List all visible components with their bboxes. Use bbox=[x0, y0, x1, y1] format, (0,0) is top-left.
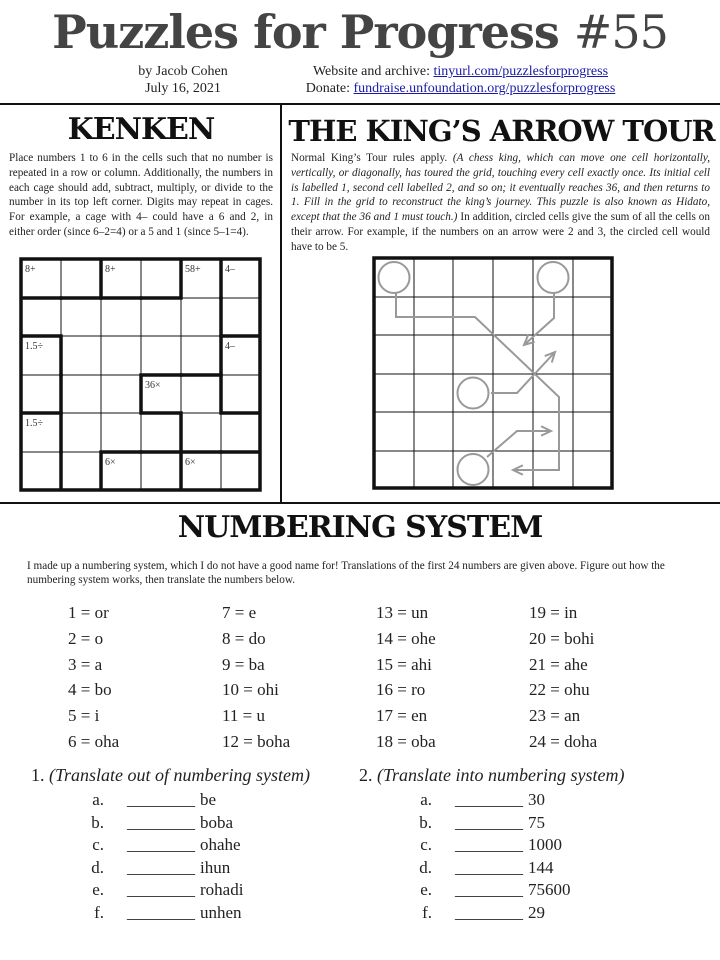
kenken-instructions: Place numbers 1 to 6 in the cells such that no number is repeated in a row or column. Additionally, the numbers in each cage should add, subtract, multiply, or divide to the number in its top left corner. Digits may repeat in cages. For example, a cage with 4– could have a 6 and 2, in either order (since 6–2=4) or a 5 and 1 (since 5–1=4). bbox=[9, 152, 273, 238]
item-letter: b. bbox=[419, 812, 432, 832]
question-2-item-f bbox=[328, 902, 688, 925]
answer-blank[interactable]: ________ bbox=[455, 902, 523, 922]
item-term: 75600 bbox=[528, 880, 571, 899]
website-link[interactable]: tinyurl.com/puzzlesforprogress bbox=[433, 64, 609, 79]
question-2-item-d bbox=[328, 857, 688, 880]
item-letter: f. bbox=[422, 902, 432, 922]
answer-blank[interactable]: ________ bbox=[455, 835, 523, 854]
item-letter: f. bbox=[94, 902, 104, 922]
item-letter: c. bbox=[420, 835, 432, 854]
item-term: rohadi bbox=[200, 880, 244, 899]
numbering-entry: 24 = doha bbox=[529, 731, 598, 751]
answer-blank[interactable]: ________ bbox=[127, 902, 195, 922]
numbering-entry: 9 = ba bbox=[222, 654, 265, 674]
numbering-title: NUMBERING SYSTEM bbox=[177, 510, 543, 545]
item-letter: d. bbox=[91, 857, 104, 877]
numbering-entry: 22 = ohu bbox=[529, 680, 590, 700]
item-term: be bbox=[200, 790, 217, 809]
numbering-column-3 bbox=[376, 600, 436, 755]
answer-blank[interactable]: ________ bbox=[455, 812, 523, 832]
answer-blank[interactable]: ________ bbox=[127, 812, 195, 832]
item-letter: d. bbox=[419, 857, 432, 877]
answer-blank[interactable]: ________ bbox=[127, 790, 195, 809]
arrow-circle bbox=[379, 262, 410, 293]
cage-clue: 4– bbox=[225, 341, 235, 352]
question-2-item-e bbox=[328, 879, 688, 902]
question-1-label: (Translate out of numbering system) bbox=[49, 765, 310, 785]
arrow-line bbox=[491, 352, 555, 393]
item-term: boba bbox=[200, 812, 234, 832]
numbering-entry: 19 = in bbox=[529, 603, 578, 622]
arrow-circle bbox=[458, 454, 489, 485]
website-label: Website and archive: bbox=[312, 64, 434, 79]
author: by Jacob Cohen bbox=[138, 64, 228, 79]
question-1-item-d bbox=[0, 857, 360, 880]
numbering-entry: 4 = bo bbox=[68, 680, 112, 700]
answer-blank[interactable]: ________ bbox=[455, 857, 523, 877]
question-1-item-b bbox=[0, 812, 360, 835]
cage-clue: 36× bbox=[145, 380, 161, 391]
kings-tour-rules: (A chess king, which can move one cell horizontally, vertically, or diagonally, has toured the grid, touching every cell exactly once. Its initial cell is labelled 1, second cell labelled 2, and so on; it eventually reaches 36, and then returns to 1. Fill in the grid to reconstruct the king’s journey. This puzzle is also known as Hidato, except that the 36 and 1 must touch.) bbox=[291, 152, 710, 224]
arrow-circle bbox=[538, 262, 569, 293]
numbering-entry: 20 = bohi bbox=[529, 628, 595, 648]
numbering-entry: 1 = or bbox=[68, 603, 109, 622]
question-1-title bbox=[31, 765, 310, 786]
numbering-entry: 3 = a bbox=[68, 654, 103, 674]
answer-blank[interactable]: ________ bbox=[127, 857, 195, 877]
numbering-column-2 bbox=[222, 600, 290, 755]
numbering-column-4 bbox=[529, 600, 597, 755]
numbering-entry: 18 = oba bbox=[376, 731, 436, 751]
numbering-entry: 11 = u bbox=[222, 706, 265, 726]
question-2-number: 2. bbox=[359, 765, 373, 785]
cage-clue: 4– bbox=[225, 264, 235, 275]
item-term: 144 bbox=[528, 857, 554, 877]
numbering-entry: 5 = i bbox=[68, 706, 100, 726]
question-1-item-e bbox=[0, 879, 360, 902]
title-text: Puzzles for Progress bbox=[52, 5, 559, 59]
kings-tour-intro: Normal King’s Tour rules apply. bbox=[291, 152, 453, 164]
item-letter: a. bbox=[420, 790, 432, 809]
item-letter: a. bbox=[92, 790, 104, 809]
numbering-column-1 bbox=[68, 600, 119, 755]
question-2-list bbox=[328, 789, 688, 924]
numbering-entry: 13 = un bbox=[376, 603, 429, 622]
question-2-item-b bbox=[328, 812, 688, 835]
question-2-item-c bbox=[328, 834, 688, 857]
arrow-line bbox=[524, 292, 554, 345]
cage-clue: 6× bbox=[185, 457, 196, 468]
issue-number: #55 bbox=[573, 5, 668, 59]
answer-blank[interactable]: ________ bbox=[455, 880, 523, 899]
cage-clue: 6× bbox=[105, 457, 116, 468]
cage-clue: 1.5÷ bbox=[25, 341, 43, 352]
question-1-item-c bbox=[0, 834, 360, 857]
question-1-item-a bbox=[0, 789, 360, 812]
answer-blank[interactable]: ________ bbox=[127, 835, 195, 854]
cage-clue: 58+ bbox=[185, 264, 201, 275]
question-2-label: (Translate into numbering system) bbox=[377, 765, 625, 785]
item-term: unhen bbox=[200, 902, 242, 922]
numbering-entry: 2 = o bbox=[68, 628, 104, 648]
question-1-item-f bbox=[0, 902, 360, 925]
item-letter: e. bbox=[420, 880, 432, 899]
kenken-title: KENKEN bbox=[67, 112, 215, 147]
question-1-list bbox=[0, 789, 360, 924]
cage-clue: 8+ bbox=[25, 264, 36, 275]
numbering-entry: 21 = ahe bbox=[529, 654, 588, 674]
arrow-circle bbox=[458, 378, 489, 409]
numbering-entry: 14 = ohe bbox=[376, 628, 436, 648]
arrow-line bbox=[396, 292, 559, 470]
numbering-entry: 10 = ohi bbox=[222, 680, 279, 700]
item-term: 29 bbox=[528, 902, 545, 922]
question-1-number: 1. bbox=[31, 765, 45, 785]
item-term: 1000 bbox=[528, 835, 562, 854]
numbering-entry: 17 = en bbox=[376, 706, 428, 726]
date: July 16, 2021 bbox=[145, 81, 221, 96]
item-term: ohahe bbox=[200, 835, 241, 854]
numbering-entry: 7 = e bbox=[222, 603, 257, 622]
item-letter: e. bbox=[92, 880, 104, 899]
kings-tour-title: THE KING’S ARROW TOUR bbox=[288, 114, 715, 148]
donate-label: Donate: bbox=[305, 81, 354, 96]
answer-blank[interactable]: ________ bbox=[127, 880, 195, 899]
numbering-entry: 6 = oha bbox=[68, 731, 120, 751]
item-term: ihun bbox=[200, 857, 231, 877]
item-term: 75 bbox=[528, 812, 545, 832]
cage-clue: 1.5÷ bbox=[25, 418, 43, 429]
numbering-entry: 23 = an bbox=[529, 706, 581, 726]
question-2-title bbox=[359, 765, 625, 786]
question-2-item-a bbox=[328, 789, 688, 812]
cage-clue: 8+ bbox=[105, 264, 116, 275]
numbering-entry: 16 = ro bbox=[376, 680, 426, 700]
item-letter: c. bbox=[92, 835, 104, 854]
donate-link[interactable]: fundraise.unfoundation.org/puzzlesforprogress bbox=[353, 81, 616, 96]
numbering-entry: 15 = ahi bbox=[376, 654, 432, 674]
numbering-entry: 8 = do bbox=[222, 628, 266, 648]
item-letter: b. bbox=[91, 812, 104, 832]
kings-tour-arrow-rules: In addition, circled cells give the sum of all the cells on their arrow. For example, if the numbers on an arrow were 2 and 3, the circled cell would have to be 5. bbox=[291, 211, 710, 253]
item-term: 30 bbox=[528, 790, 545, 809]
numbering-entry: 12 = boha bbox=[222, 731, 291, 751]
answer-blank[interactable]: ________ bbox=[455, 790, 523, 809]
numbering-intro: I made up a numbering system, which I do not have a good name for! Translations of the first 24 numbers are given above. Figure out how the numbering system works, then translate the numbers below. bbox=[27, 560, 665, 586]
